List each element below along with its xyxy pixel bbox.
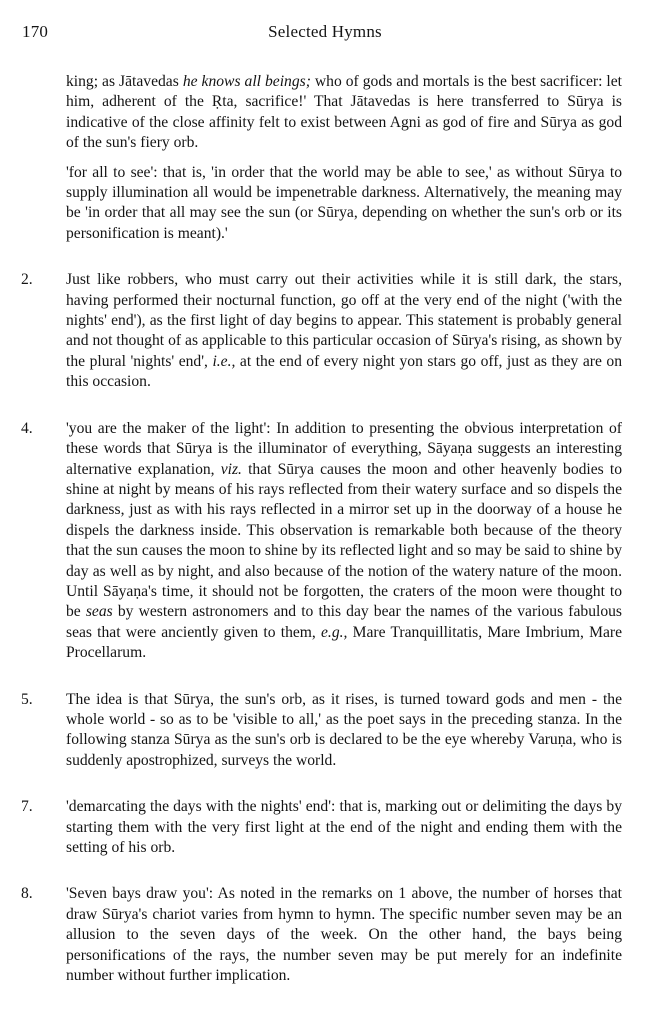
note-8: 8. 'Seven bays draw you': As noted in the remarks on 1 above, the number of horses that draw Sūrya's chariot varies from hymn to hymn. The specific number seven may be an allusion to the seven days of the week. On the other hand, the bays being personifications of the rays, the number seven may be put merely for an indefinite number without further implication. bbox=[21, 885, 622, 985]
note-5: 5. The idea is that Sūrya, the sun's orb, as it rises, is turned toward gods and men - the whole world - so as to be 'visible to all,' as the poet says in the preceding stanza. In the following stanza Sūrya as the sun's orb is declared to be the eye whereby Varuṇa, who is suddenly apostrophized, surveys the world. bbox=[21, 690, 622, 769]
note-number: 5. bbox=[21, 690, 33, 708]
page-body bbox=[21, 72, 622, 986]
note-4: 4. 'you are the maker of the light': In addition to presenting the obvious interpretation of these words that Sūrya is the illuminator of everything, Sāyaṇa suggests an interesting alternative explanation, viz. that Sūrya causes the moon and other heavenly bodies to shine at night by means of his rays reflected from their watery surface and so dispels the darkness, just as with his rays reflected in a mirror set up in the doorway of a house he dispels the darkness inside. This observation is remarkable both because of the theory that the sun causes the moon to shine by its reflected light and so may be said to shine by day as well as by night, and also because of the notion of the watery nature of the moon. Until Sāyaṇa's time, it should not be forgotten, the craters of the moon were thought to be seas by western astronomers and to this day bear the names of the various fabulous seas that were anciently given to them, e.g., Mare Tranquillitatis, Mare Imbrium, Mare Procellarum. bbox=[21, 419, 622, 662]
note-number: 2. bbox=[21, 271, 33, 289]
continuation-paragraph-1: king; as Jātavedas he knows all beings; who of gods and mortals is the best sacrificer: let him, adherent of the Ṛta, sacrifice!' That Jātavedas is here transferred to Sūrya is indicative of the close affinity felt to exist between Agni as god of fire and Sūrya as god of the sun's fiery orb. bbox=[66, 73, 622, 152]
continuation-paragraph-2: 'for all to see': that is, 'in order that the world may be able to see,' as without Sūrya to supply illumination all would be impenetrable darkness. Alternatively, the meaning may be 'in order that all may see the sun (or Sūrya, depending on whether the sun's orb or its personification is meant).' bbox=[66, 163, 622, 242]
running-title: Selected Hymns bbox=[268, 22, 382, 41]
note-7: 7. 'demarcating the days with the nights' end': that is, marking out or delimiting the days by starting them with the very first light at the end of the night and ending them with the setting of his orb. bbox=[21, 798, 622, 856]
note-2: 2. Just like robbers, who must carry out their activities while it is still dark, the stars, having performed their nocturnal function, go off at the very end of the night ('with the nights' end'), as the first light of day begins to appear. This statement is probably general and not thought of as applicable to this particular occasion of Sūrya's rising, as shown by the plural 'nights' end', i.e., at the end of every night yon stars go off, just as they are on this occasion. bbox=[21, 271, 622, 391]
page-number: 170 bbox=[22, 22, 49, 41]
note-number: 4. bbox=[21, 419, 33, 437]
page-header bbox=[0, 22, 650, 46]
note-number: 8. bbox=[21, 885, 33, 903]
note-number: 7. bbox=[21, 798, 33, 816]
